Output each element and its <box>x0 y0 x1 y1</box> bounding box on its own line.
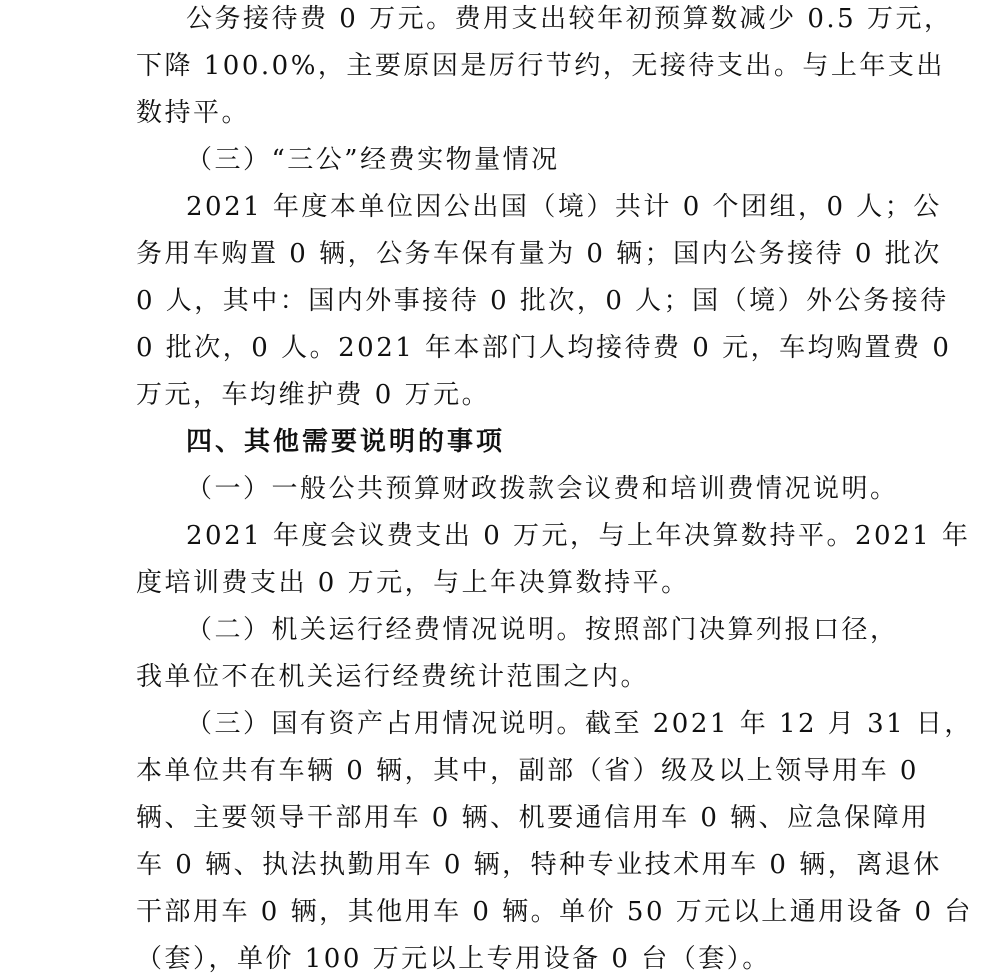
paragraph-line: 2021 年度会议费支出 0 万元，与上年决算数持平。2021 年 <box>186 521 971 551</box>
paragraph-line: 数持平。 <box>136 98 251 128</box>
paragraph-line: 万元，车均维护费 0 万元。 <box>136 380 491 410</box>
section-subheading: （三）国有资产占用情况说明。截至 2021 年 12 月 31 日， <box>186 709 973 739</box>
paragraph-line: （套），单价 100 万元以上专用设备 0 台（套）。 <box>136 944 771 974</box>
paragraph-line: 干部用车 0 辆，其他用车 0 辆。单价 50 万元以上通用设备 0 台 <box>136 897 973 927</box>
paragraph-line: 0 人，其中：国内外事接待 0 批次，0 人；国（境）外公务接待 <box>136 286 949 316</box>
section-subheading: （三）“三公”经费实物量情况 <box>186 145 560 175</box>
paragraph-line: 0 批次，0 人。2021 年本部门人均接待费 0 元，车均购置费 0 <box>136 333 952 363</box>
paragraph-line: 本单位共有车辆 0 辆，其中，副部（省）级及以上领导用车 0 <box>136 756 919 786</box>
paragraph-line: 车 0 辆、执法执勤用车 0 辆，特种专业技术用车 0 辆，离退休 <box>136 850 942 880</box>
section-heading: 四、其他需要说明的事项 <box>186 427 506 457</box>
paragraph-line: 下降 100.0%，主要原因是厉行节约，无接待支出。与上年支出 <box>136 51 945 81</box>
paragraph-line: 公务接待费 0 万元。费用支出较年初预算数减少 0.5 万元， <box>186 4 953 34</box>
paragraph-line: 度培训费支出 0 万元，与上年决算数持平。 <box>136 568 690 598</box>
paragraph-line: 2021 年度本单位因公出国（境）共计 0 个团组，0 人；公 <box>186 192 942 222</box>
section-subheading: （二）机关运行经费情况说明。按照部门决算列报口径， <box>186 615 899 645</box>
paragraph-line: 辆、主要领导干部用车 0 辆、机要通信用车 0 辆、应急保障用 <box>136 803 930 833</box>
paragraph-line: 务用车购置 0 辆，公务车保有量为 0 辆；国内公务接待 0 批次 <box>136 239 942 269</box>
paragraph-line: 我单位不在机关运行经费统计范围之内。 <box>136 662 650 692</box>
section-subheading: （一）一般公共预算财政拨款会议费和培训费情况说明。 <box>186 474 899 504</box>
